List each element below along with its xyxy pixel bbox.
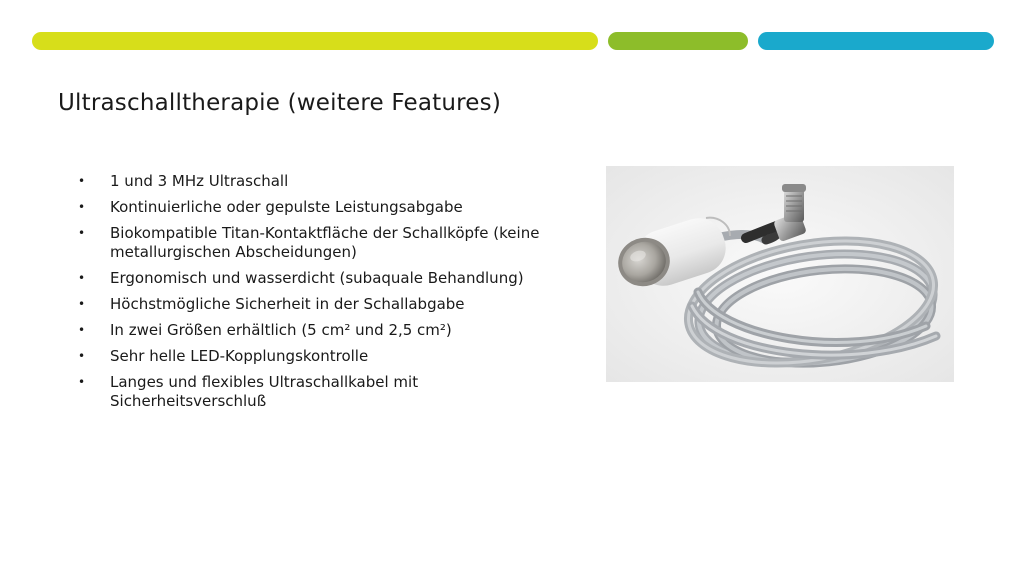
ultrasound-transducer-icon [606, 166, 954, 382]
list-item [72, 198, 572, 217]
slide-title: Ultraschalltherapie (weitere Features) [58, 90, 501, 116]
list-item [72, 295, 572, 314]
bullet-icon: • [78, 226, 86, 240]
list-item [72, 373, 572, 411]
list-item-text: In zwei Größen erhältlich (5 cm² und 2,5 cm²) [110, 321, 452, 339]
accent-bar-green [608, 32, 748, 50]
bullet-icon: • [78, 375, 86, 389]
list-item [72, 321, 572, 340]
feature-list [72, 172, 572, 418]
list-item-text: 1 und 3 MHz Ultraschall [110, 172, 289, 190]
bullet-icon: • [78, 271, 86, 285]
bullet-icon: • [78, 297, 86, 311]
list-item-text: Kontinuierliche oder gepulste Leistungsabgabe [110, 198, 463, 216]
list-item-text: Sehr helle LED-Kopplungskontrolle [110, 347, 369, 365]
list-item [72, 224, 572, 262]
bullet-icon: • [78, 200, 86, 214]
bullet-icon: • [78, 323, 86, 337]
list-item-text: Langes und flexibles Ultraschallkabel mit Sicherheitsverschluß [110, 373, 419, 410]
list-item [72, 172, 572, 191]
list-item [72, 269, 572, 288]
bullet-icon: • [78, 349, 86, 363]
list-item-text: Ergonomisch und wasserdicht (subaquale Behandlung) [110, 269, 524, 287]
list-item-text: Biokompatible Titan-Kontaktfläche der Schallköpfe (keine metallurgischen Abscheidungen) [110, 224, 540, 261]
bullet-icon: • [78, 174, 86, 188]
product-photo [606, 166, 954, 382]
accent-bar-blue [758, 32, 994, 50]
list-item-text: Höchstmögliche Sicherheit in der Schallabgabe [110, 295, 465, 313]
accent-bar-yellow [32, 32, 598, 50]
list-item [72, 347, 572, 366]
